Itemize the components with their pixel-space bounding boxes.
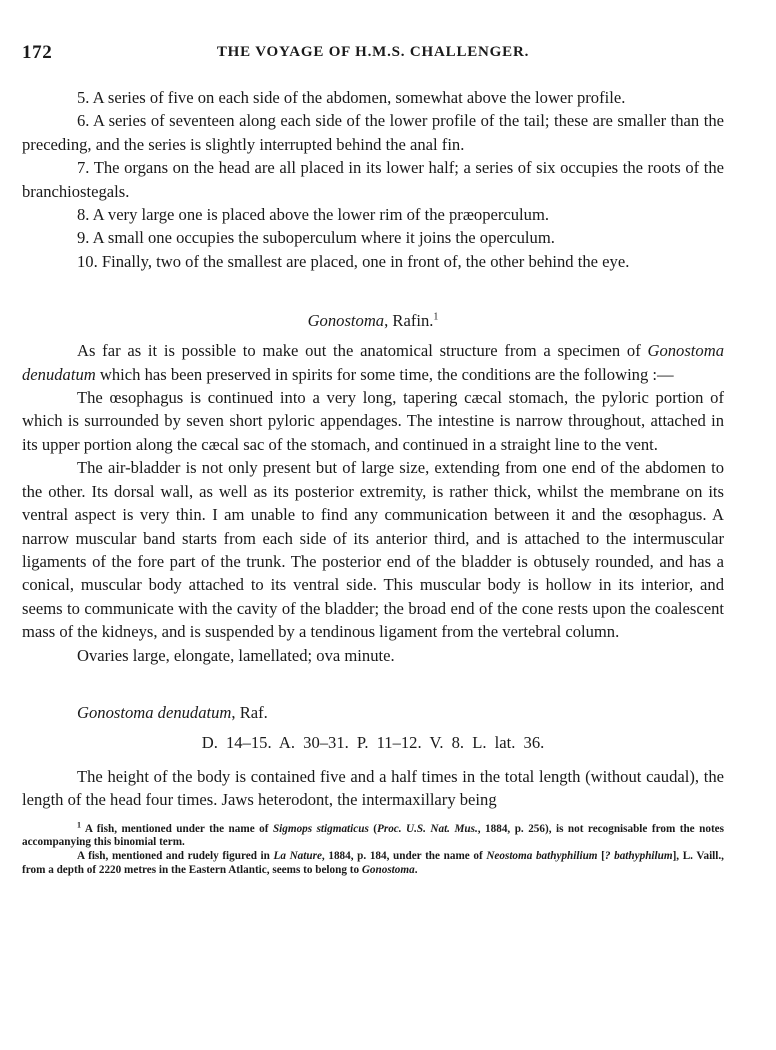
genus-name: Gonostoma — [307, 311, 385, 331]
list-item: 6. A series of seventeen along each side of the lower profile of the tail; these are smaller than the preceding, and the series is slightly interrupted behind the anal fin. — [22, 111, 724, 154]
footnote-1-lead: A fish, mentioned under the name of — [81, 822, 273, 835]
footnote-1-mid: ( — [368, 822, 378, 835]
footnote-2 — [22, 850, 724, 877]
footnote-2-end: . — [414, 863, 418, 876]
species-name: Gonostoma denudatum — [77, 702, 232, 722]
fin-formula: D. 14–15. A. 30–31. P. 11–12. V. 8. L. lat. 36. — [201, 732, 545, 752]
genus-heading — [22, 309, 724, 333]
footnote-2-genus: Gonostoma — [361, 863, 415, 876]
intro-species: Gonostoma denudatum — [22, 341, 724, 384]
photophore-list — [22, 86, 724, 273]
body-paragraph-ovaries: Ovaries large, elongate, lamellated; ova minute. — [77, 645, 395, 665]
footnote-2-alt-name: ? bathyphilum — [604, 849, 673, 862]
list-item: 5. A series of five on each side of the abdomen, somewhat above the lower profile. — [77, 88, 626, 107]
intro-lead: As far as it is possible to make out the anatomical structure from a specimen of — [77, 341, 648, 361]
page-header — [22, 42, 724, 68]
species-author: , Raf. — [231, 702, 268, 722]
species-heading — [22, 701, 724, 725]
footnote-2-lead: A fish, mentioned and rudely figured in — [77, 849, 274, 862]
footnote-2-tail: ], L. Vaill., from a depth of 2220 metres in the Eastern Atlantic, seems to belong to — [22, 849, 724, 876]
book-page — [22, 42, 724, 877]
footnote-1-journal: Proc. U.S. Nat. Mus. — [377, 822, 478, 835]
footnote-1 — [22, 820, 724, 850]
list-item: 9. A small one occupies the suboperculum where it joins the operculum. — [77, 228, 555, 248]
body-paragraph-air-bladder: The air-bladder is not only present but of large size, extending from one end of the abdomen to the other. Its dorsal wall, as well as its posterior extremity, is rather thick, whilst the membrane on its ventral aspect is very thin. I am unable to find any communication between it and the œsophagus. A narrow muscular band starts from each side of its anterior third, and is attached to the intermuscular ligaments of the fore part of the trunk. The posterior end of the bladder is obtusely rounded, and has a conical, muscular body attached to its ventral side. This muscular body is hollow in its interior, and seems to communicate with the cavity of the bladder; the broad end of the cone rests upon the coalescent mass of the kidneys, and is suspended by a tendinous ligament from the vertebral column. — [22, 458, 724, 642]
footnote-marker: 1 — [433, 311, 439, 323]
footnote-2-species: Neostoma bathyphilium — [486, 849, 598, 862]
footnote-2-bracket: [ — [597, 849, 605, 862]
intro-paragraph — [22, 339, 724, 386]
footnote-2-mid: , 1884, p. 184, under the name of — [321, 849, 487, 862]
footnote-1-marker: 1 — [77, 820, 81, 830]
footnote-1-tail: , 1884, p. 256), is not recognisable from the notes accompanying this binomial term. — [22, 822, 724, 849]
species-description: The height of the body is contained five and a half times in the total length (without caudal), the length of the head four times. Jaws heterodont, the intermaxillary being — [22, 766, 724, 810]
intro-tail: which has been preserved in spirits for some time, the conditions are the following :— — [95, 364, 674, 384]
footnote-2-journal: La Nature — [273, 849, 322, 862]
list-item: 7. The organs on the head are all placed in its lower half; a series of six occupies the roots of the branchiostegals. — [22, 158, 724, 201]
footnotes — [22, 820, 724, 877]
body-paragraph-oesophagus: The œsophagus is continued into a very long, tapering cæcal stomach, the pyloric portion of which is surrounded by seven short pyloric appendages. The intestine is narrow throughout, attached in its upper portion along the cæcal sac of the stomach, and continued in a straight line to the vent. — [22, 388, 724, 454]
footnote-1-species: Sigmops stigmaticus — [272, 822, 369, 835]
page-number: 172 — [22, 42, 53, 63]
list-item: 8. A very large one is placed above the lower rim of the præoperculum. — [77, 205, 550, 225]
list-item: 10. Finally, two of the smallest are placed, one in front of, the other behind the eye. — [77, 251, 630, 271]
genus-author: , Rafin. — [384, 311, 434, 331]
running-title: THE VOYAGE OF H.M.S. CHALLENGER. — [216, 44, 530, 60]
